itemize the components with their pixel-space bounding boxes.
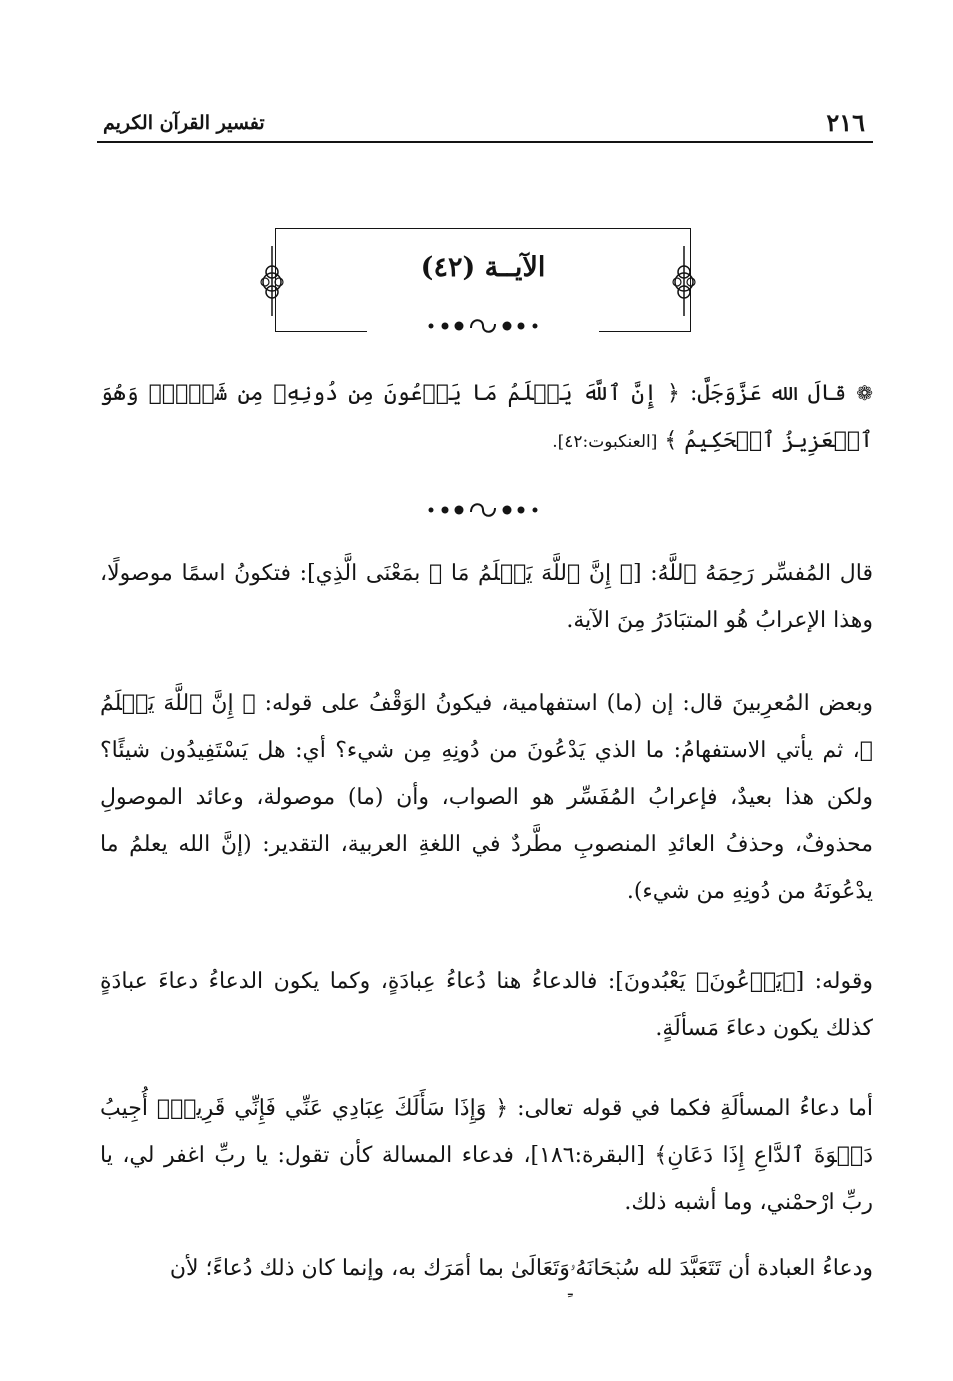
- flower-marker-icon: ❁: [856, 381, 874, 405]
- paragraph-1: قال المُفسِّر رَحِمَهُ ٱللَّهُ: [﴿ إِنَّ ٱللَّهَ يَعۡلَمُ مَا ﴾ بمَعْنَى الَّذِي]: فتكونُ اسمًا موصولًا، وهذا الإعرابُ هُو المتبَادَرُ مِنَ الآية.: [100, 561, 873, 633]
- divider-ornament-icon: [423, 314, 543, 338]
- verse-intro: قالَ الله عَزَّوَجَلَّ:: [689, 381, 847, 406]
- verse-reference: [العنكبوت:٤٢].: [552, 432, 658, 452]
- paragraph-3: وقوله: [﴿يَدۡعُونَ﴾ يَعْبُدونَ]: فالدعاءُ هنا دُعاءُ عِبادَةٍ، وكما يكون الدعاءُ دعاءَ عبادَةٍ كذلك يكون دعاءَ مَسألَةٍ.: [100, 969, 873, 1041]
- footer-mark: ـِ: [568, 1280, 573, 1299]
- paragraph-4: أما دعاءُ المسألَةِ فكما في قوله تعالى: ﴿ وَإِذَا سَأَلَكَ عِبَادِي عَنِّي فَإِنِّي قَرِيبٌۖ أُجِيبُ دَعۡوَةَ ٱلدَّاعِ إِذَا دَعَانِ﴾ [البقرة:١٨٦]، فدعاء المسالة كأن تقول: يا ربِّ اغفر لي، يا ربِّ ارْحمْني، وما أشبه ذلك.: [100, 1096, 873, 1215]
- divider-ornament-icon: [423, 498, 543, 522]
- paragraph-5: ودعاءُ العبادة أن تَتَعَبَّدَ لله سُبۡحَانَهُۥوَتَعَالَىٰ بما أمَرَك به، وإنما كان ذلك دُعاءً؛ لأن: [169, 1256, 873, 1281]
- running-title: تفسير القرآن الكريم: [103, 112, 265, 134]
- paragraph-2: وبعض المُعرِبينَ قال: إن (ما) استفهامية، فيكونُ الوَقْفُ على قوله: ﴿ إِنَّ ٱللَّهَ يَعۡلَمُ ﴾، ثم يأتي الاستفهامُ: ما الذي يَدْعُونَ من دُونِهِ مِن شيء؟ أي: هل يَسْتَفِيدُون شيئًا؟ ولكن هذا بعيدٌ، فإعرابُ المُفَسِّر هو الصواب، وأن (ما) موصولة، وعائد الموصولِ محذوفٌ، وحذفُ العائدِ المنصوبِ مطَّردٌ في اللغةِ العربية، التقدير: (إنَّ الله يعلمُ ما يدْعُونَهُ من دُونِهِ من شيء).: [100, 691, 873, 904]
- verse-text: ﴿ إِنَّ ٱللَّهَ يَعۡلَمُ مَا يَدۡعُونَ مِن دُونِهِۦ مِن شَيۡءٖۚ وَهُوَ ٱلۡعَزِيزُ ٱلۡحَكِيمُ ﴾: [100, 381, 873, 453]
- header-rule: [97, 141, 873, 143]
- verse-quote-block: [100, 370, 873, 466]
- page-number: ٢١٦: [826, 108, 865, 137]
- page-header: [97, 104, 873, 140]
- verse-title: الآيــة (٤٢): [420, 252, 546, 283]
